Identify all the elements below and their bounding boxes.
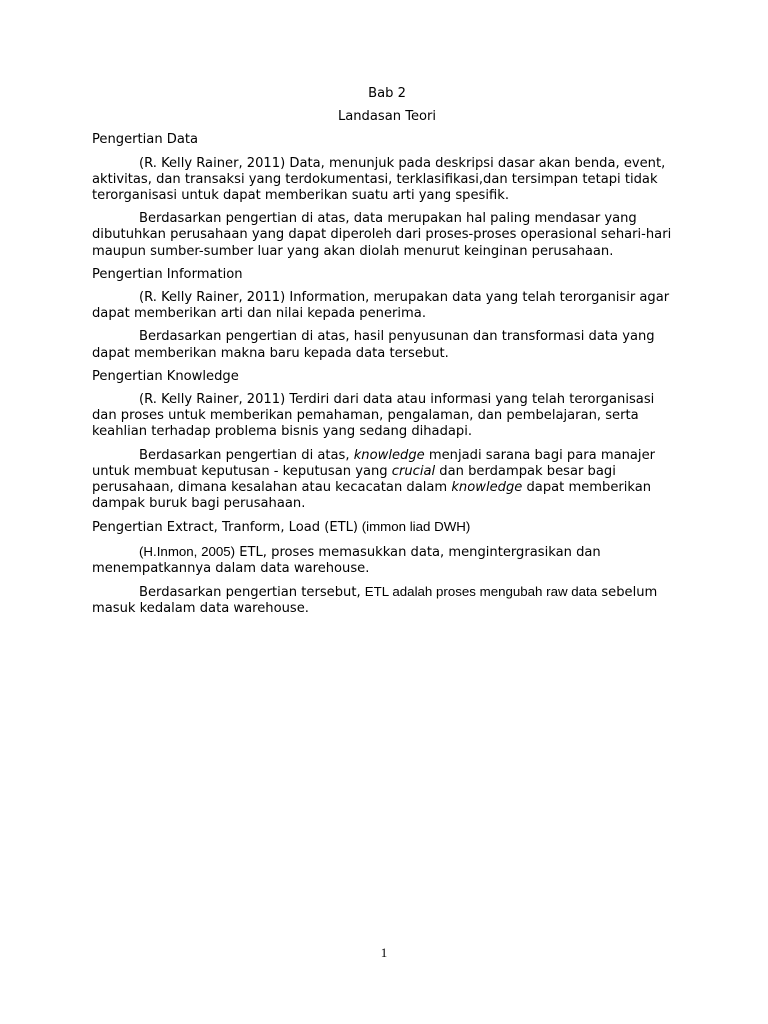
paragraph-etl-summary bbox=[92, 584, 682, 617]
text-run: dapat memberikan dampak buruk bagi perusahaan. bbox=[92, 480, 652, 512]
paragraph-knowledge-definition: (R. Kelly Rainer, 2011) Terdiri dari data atau informasi yang telah terorganisasi dan proses untuk memberikan pemahaman, pengalaman, dan pembelajaran, serta keahlian terhadap problema bisnis yang sedang dihadapi. bbox=[92, 392, 655, 440]
heading-note: (immon liad DWH) bbox=[358, 519, 471, 535]
text-run: dan berdampak besar bagi perusahaan, dimana kesalahan atau kecacatan dalam bbox=[92, 463, 616, 496]
text-run: ETL, proses memasukkan data, mengintergrasikan dan menempatkannya dalam data warehouse. bbox=[92, 544, 601, 576]
section-heading-etl bbox=[92, 519, 682, 536]
text-run: menjadi sarana bagi para manajer untuk membuat keputusan - keputusan yang bbox=[92, 447, 656, 479]
paragraph-information-definition: (R. Kelly Rainer, 2011) Information, merupakan data yang telah terorganisir agar dapat memberikan arti dan nilai kepada penerima. bbox=[92, 290, 670, 322]
paragraph-data-summary: Berdasarkan pengertian di atas, data merupakan hal paling mendasar yang dibutuhkan perusahaan yang dapat diperoleh dari proses-proses operasional sehari-hari maupun sumber-sumber luar yang akan diolah menurut keinginan perusahaan. bbox=[92, 211, 672, 259]
citation: (H.Inmon, 2005) bbox=[139, 543, 236, 559]
paragraph-data-definition: (R. Kelly Rainer, 2011) Data, menunjuk pada deskripsi dasar akan benda, event, aktivitas, dan transaksi yang terdokumentasi, terklasifikasi,dan tersimpan tetapi tidak terorganisasi untuk dapat memberikan suatu arti yang spesifik. bbox=[92, 155, 666, 204]
section-heading-knowledge: Pengertian Knowledge bbox=[92, 368, 239, 384]
emphasis-knowledge: knowledge bbox=[451, 480, 523, 496]
paragraph-etl-definition bbox=[92, 544, 682, 577]
paragraph-information-summary: Berdasarkan pengertian di atas, hasil penyusunan dan transformasi data yang dapat memberikan makna baru kepada data tersebut. bbox=[92, 329, 655, 361]
text-run: Berdasarkan pengertian tersebut, bbox=[139, 585, 365, 601]
page-title: Landasan Teori bbox=[337, 109, 437, 125]
emphasis-knowledge: knowledge bbox=[353, 447, 425, 463]
emphasis-crucial: crucial bbox=[391, 463, 436, 479]
text-run-alt: ETL adalah proses mengubah raw data bbox=[364, 584, 598, 600]
chapter-label: Bab 2 bbox=[368, 86, 406, 101]
section-heading-information: Pengertian Information bbox=[92, 266, 243, 282]
section-heading-data: Pengertian Data bbox=[92, 132, 199, 148]
text-run: Berdasarkan pengertian di atas, bbox=[139, 447, 354, 463]
heading-text: Pengertian Extract, Tranform, Load (ETL) bbox=[92, 520, 358, 536]
paragraph-knowledge-summary bbox=[92, 448, 682, 513]
document-body bbox=[92, 86, 682, 617]
text-run: sebelum masuk kedalam data warehouse. bbox=[92, 585, 658, 617]
page-number: 1 bbox=[380, 945, 388, 960]
